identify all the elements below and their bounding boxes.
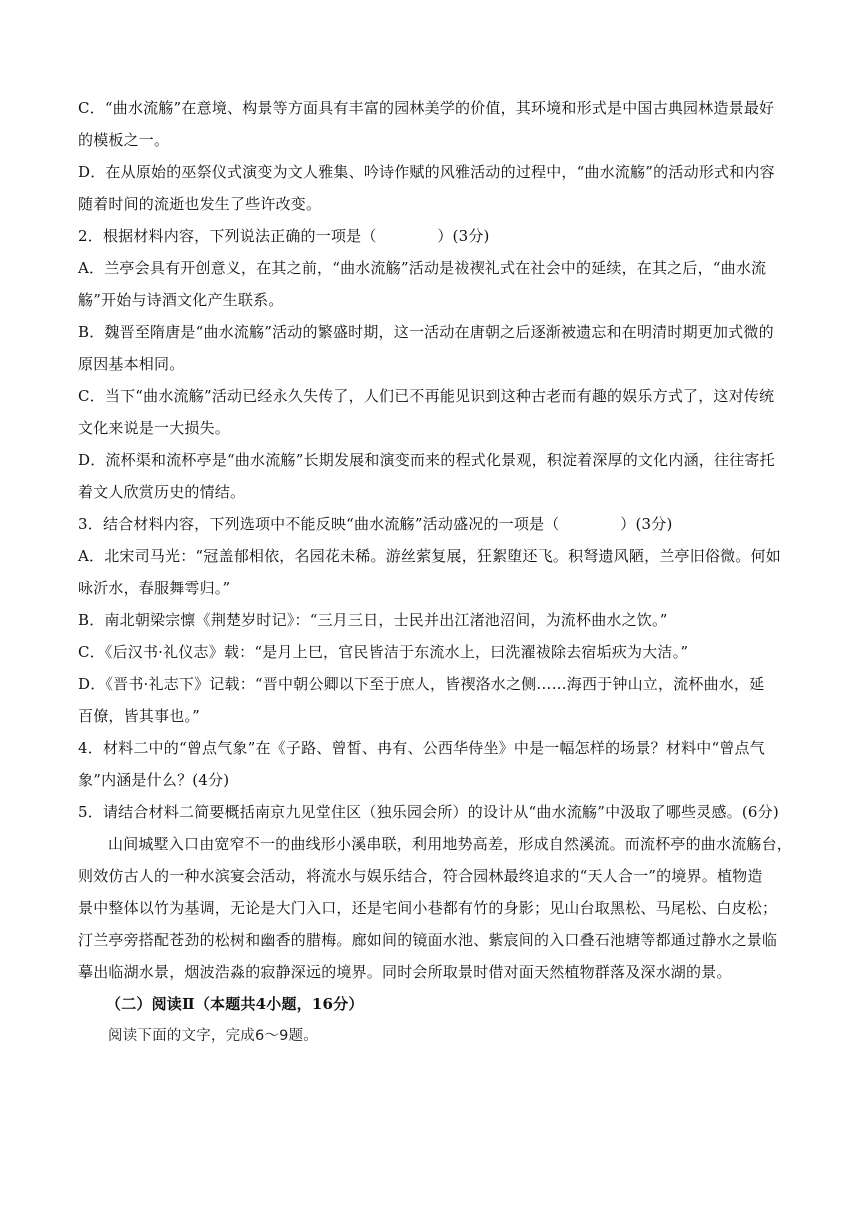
material-line5: 摹出临湖水景，烟波浩淼的寂静深远的境界。同时会所取景时借对面天然植物群落及深水湖的景。 xyxy=(78,963,732,981)
option-b-q2-line2: 原因基本相同。 xyxy=(78,355,185,373)
option-c-q3: C．《后汉书·礼仪志》载：“是月上巳，官民皆洁于东流水上，曰洗濯祓除去宿垢疢为大洁。” xyxy=(78,643,689,661)
option-c-q2-line2: 文化来说是一大损失。 xyxy=(78,419,231,437)
option-c-q2-line1: C．当下“曲水流觞”活动已经永久失传了，人们已不再能见识到这种古老而有趣的娱乐方式了，这对传统 xyxy=(78,387,775,405)
question-3: 3．结合材料内容，下列选项中不能反映“曲水流觞”活动盛况的一项是（ ）(3分) xyxy=(78,515,673,533)
material-line1: 山间城墅入口由宽窄不一的曲线形小溪串联，利用地势高差，形成自然溪流。而流杯亭的曲水流觞台， xyxy=(108,835,793,853)
option-d-q2-line1: D．流杯渠和流杯亭是“曲水流觞”长期发展和演变而来的程式化景观，积淀着深厚的文化内涵，往往寄托 xyxy=(78,451,775,469)
reading-instruction: 阅读下面的文字，完成6～9题。 xyxy=(108,1028,318,1044)
option-b-q2-line1: B．魏晋至隋唐是“曲水流觞”活动的繁盛时期，这一活动在唐朝之后逐渐被遗忘和在明清时期更加式微的 xyxy=(78,323,774,341)
option-b-q3: B．南北朝梁宗懔《荆楚岁时记》：“三月三日，士民并出江渚池沼间，为流杯曲水之饮。” xyxy=(78,611,668,629)
option-d-q1-line1: D．在从原始的巫祭仪式演变为文人雅集、吟诗作赋的风雅活动的过程中，“曲水流觞”的活动形式和内容 xyxy=(78,163,775,181)
question-4-line2: 象”内涵是什么？(4分) xyxy=(78,771,230,789)
question-4-line1: 4．材料二中的“曾点气象”在《子路、曾皙、冉有、公西华侍坐》中是一幅怎样的场景？材料中“曾点气 xyxy=(78,739,765,757)
material-line2: 则效仿古人的一种水滨宴会活动，将流水与娱乐结合，符合园林最终追求的“天人合一”的境界。植物造 xyxy=(78,867,763,885)
option-d-q3-line2: 百僚，皆其事也。” xyxy=(78,707,200,725)
option-c-q1-line2: 的模板之一。 xyxy=(78,131,170,149)
option-d-q2-line2: 着文人欣赏历史的情结。 xyxy=(78,483,246,501)
option-c-q1-line1: C．“曲水流觞”在意境、构景等方面具有丰富的园林美学的价值，其环境和形式是中国古典园林造景最好 xyxy=(78,99,775,117)
option-a-q3-line1: A．北宋司马光：“冠盖郁相依，名园花未稀。游丝萦复展，狂絮堕还飞。积弩遗风陋，兰亭旧俗微。何如 xyxy=(78,547,781,565)
material-line4: 汀兰亭旁搭配苍劲的松树和幽香的腊梅。廊如间的镜面水池、紫宸间的入口叠石池塘等都通过静水之景临 xyxy=(78,931,778,949)
option-d-q3-line1: D．《晋书·礼志下》记载：“晋中朝公卿以下至于庶人，皆禊洛水之侧……海西于钟山立，流杯曲水，延 xyxy=(78,675,765,693)
document-page xyxy=(78,99,793,1044)
question-2: 2．根据材料内容，下列说法正确的一项是（ ）(3分) xyxy=(78,227,490,245)
option-d-q1-line2: 随着时间的流逝也发生了些许改变。 xyxy=(78,195,322,213)
question-5: 5．请结合材料二简要概括南京九见堂住区（独乐园会所）的设计从“曲水流觞”中汲取了哪些灵感。(6分) xyxy=(78,803,779,821)
option-a-q2-line2: 觞”开始与诗酒文化产生联系。 xyxy=(78,291,284,309)
material-line3: 景中整体以竹为基调，无论是大门入口，还是宅间小巷都有竹的身影；见山台取黑松、马尾松、白皮松； xyxy=(78,899,778,917)
option-a-q2-line1: A．兰亭会具有开创意义，在其之前，“曲水流觞”活动是祓禊礼式在社会中的延续，在其之后，“曲水流 xyxy=(78,259,767,277)
option-a-q3-line2: 咏沂水，春服舞雩归。” xyxy=(78,579,231,597)
section-heading: （二）阅读Ⅱ（本题共4小题，16分） xyxy=(106,995,364,1013)
